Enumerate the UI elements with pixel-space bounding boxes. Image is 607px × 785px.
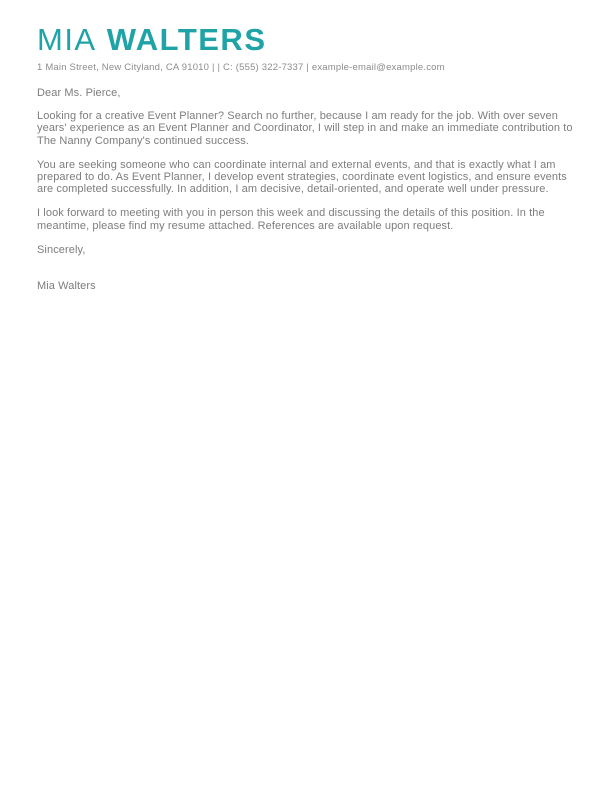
contact-line: 1 Main Street, New Cityland, CA 91010 | | C: (555) 322-7337 | example-email@example.com xyxy=(37,62,445,73)
last-name: WALTERS xyxy=(106,22,267,57)
paragraph-3: I look forward to meeting with you in person this week and discussing the details of this position. In the meantime, please find my resume attached. References are available upon request. xyxy=(37,207,545,232)
page-title xyxy=(37,24,573,55)
letter-body xyxy=(37,87,577,292)
first-name: MIA xyxy=(37,22,97,57)
salutation: Dear Ms. Pierce, xyxy=(37,87,121,99)
page-content xyxy=(0,0,607,292)
closing: Sincerely, xyxy=(37,243,86,256)
signature: Mia Walters xyxy=(37,280,96,293)
paragraph-1: Looking for a creative Event Planner? Search no further, because I am ready for the job. With over seven years' experience as an Event Planner and Coordinator, I will step in and make an immediate contribution to The Nanny Company's continued success. xyxy=(37,110,573,147)
paragraph-2: You are seeking someone who can coordinate internal and external events, and that is exactly what I am prepared to do. As Event Planner, I develop event strategies, coordinate event logistics, and ensure events are completed successfully. In addition, I am decisive, detail-oriented, and operate well under pressure. xyxy=(37,158,567,196)
